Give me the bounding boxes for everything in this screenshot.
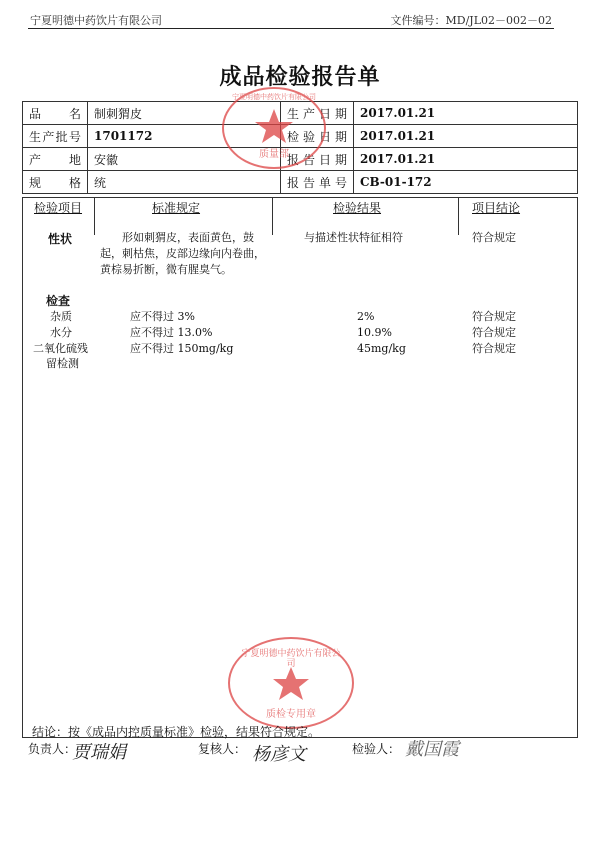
quality-dept-stamp xyxy=(222,87,326,169)
appearance-result: 与描述性状特征相符 xyxy=(304,231,403,244)
product-name-label: 品 名 xyxy=(23,102,88,125)
production-date-value: 2017.01.21 xyxy=(354,102,578,125)
spec-value: 统 xyxy=(88,171,281,194)
check-standard: 应不得过 3% xyxy=(130,310,195,323)
check-conclusion: 符合规定 xyxy=(472,342,516,355)
column-divider xyxy=(94,197,95,235)
header-result: 检验结果 xyxy=(333,201,382,215)
check-item-continued: 留检测 xyxy=(46,357,79,370)
column-divider xyxy=(458,197,459,235)
check-conclusion: 符合规定 xyxy=(472,326,516,339)
reviewer-label: 复核人： xyxy=(198,742,247,756)
stamp-company-label: 宁夏明德中药饮片有限公司 xyxy=(241,649,341,669)
appearance-conclusion: 符合规定 xyxy=(472,231,516,244)
check-item: 二氧化硫残 xyxy=(33,342,88,355)
appearance-label: 性状 xyxy=(48,232,73,246)
page-title: 成品检验报告单 xyxy=(219,65,381,90)
header-conclusion: 项目结论 xyxy=(472,201,521,215)
check-result: 10.9% xyxy=(357,326,392,339)
header-test-item: 检验项目 xyxy=(34,201,83,215)
stamp-company-label: 宁夏明德中药饮片有限公司 xyxy=(232,93,316,101)
report-number-value: CB-01-172 xyxy=(354,171,578,194)
check-standard: 应不得过 150mg/kg xyxy=(130,342,234,355)
check-conclusion: 符合规定 xyxy=(472,310,516,323)
batch-value: 1701172 xyxy=(88,125,281,148)
spec-label: 规 格 xyxy=(23,171,88,194)
report-date-label: 报告日期 xyxy=(281,148,354,171)
inspector-label: 检验人： xyxy=(352,742,401,756)
reviewer-signature: 杨彦文 xyxy=(252,744,306,765)
report-date-value: 2017.01.21 xyxy=(354,148,578,171)
check-result: 45mg/kg xyxy=(357,342,406,355)
header-divider xyxy=(28,28,554,29)
check-label: 检查 xyxy=(46,294,71,308)
product-name-value: 制刺猬皮 xyxy=(88,102,281,125)
inspector-signature: 戴国霞 xyxy=(405,739,459,760)
header-standard: 标准规定 xyxy=(152,201,201,215)
origin-label: 产 地 xyxy=(23,148,88,171)
check-item: 杂质 xyxy=(50,310,72,323)
stamp-sub-label: 质量部 xyxy=(259,149,289,160)
document-number: 文件编号：MD/JL02－002－02 xyxy=(390,14,552,27)
check-item: 水分 xyxy=(50,326,72,339)
conclusion-text: 结论：按《成品内控质量标准》检验，结果符合规定。 xyxy=(32,725,321,739)
inspection-date-value: 2017.01.21 xyxy=(354,125,578,148)
info-row xyxy=(23,171,578,194)
production-date-label: 生产日期 xyxy=(281,102,354,125)
inspection-date-label: 检验日期 xyxy=(281,125,354,148)
column-divider xyxy=(272,197,273,235)
appearance-standard: 形如刺猬皮，表面黄色，鼓起，刺枯焦，皮部边缘向内卷曲，黄棕易折断，微有腥臭气。 xyxy=(100,231,265,276)
stamp-sub-label: 质检专用章 xyxy=(266,709,316,720)
company-name: 宁夏明德中药饮片有限公司 xyxy=(30,14,162,27)
check-standard: 应不得过 13.0% xyxy=(130,326,213,339)
check-result: 2% xyxy=(357,310,375,323)
batch-label: 生产批号 xyxy=(23,125,88,148)
report-number-label: 报告单号 xyxy=(281,171,354,194)
responsible-signature: 贾瑞娟 xyxy=(72,742,126,763)
responsible-label: 负责人： xyxy=(28,742,77,756)
origin-value: 安徽 xyxy=(88,148,281,171)
qc-seal-stamp xyxy=(228,637,354,729)
